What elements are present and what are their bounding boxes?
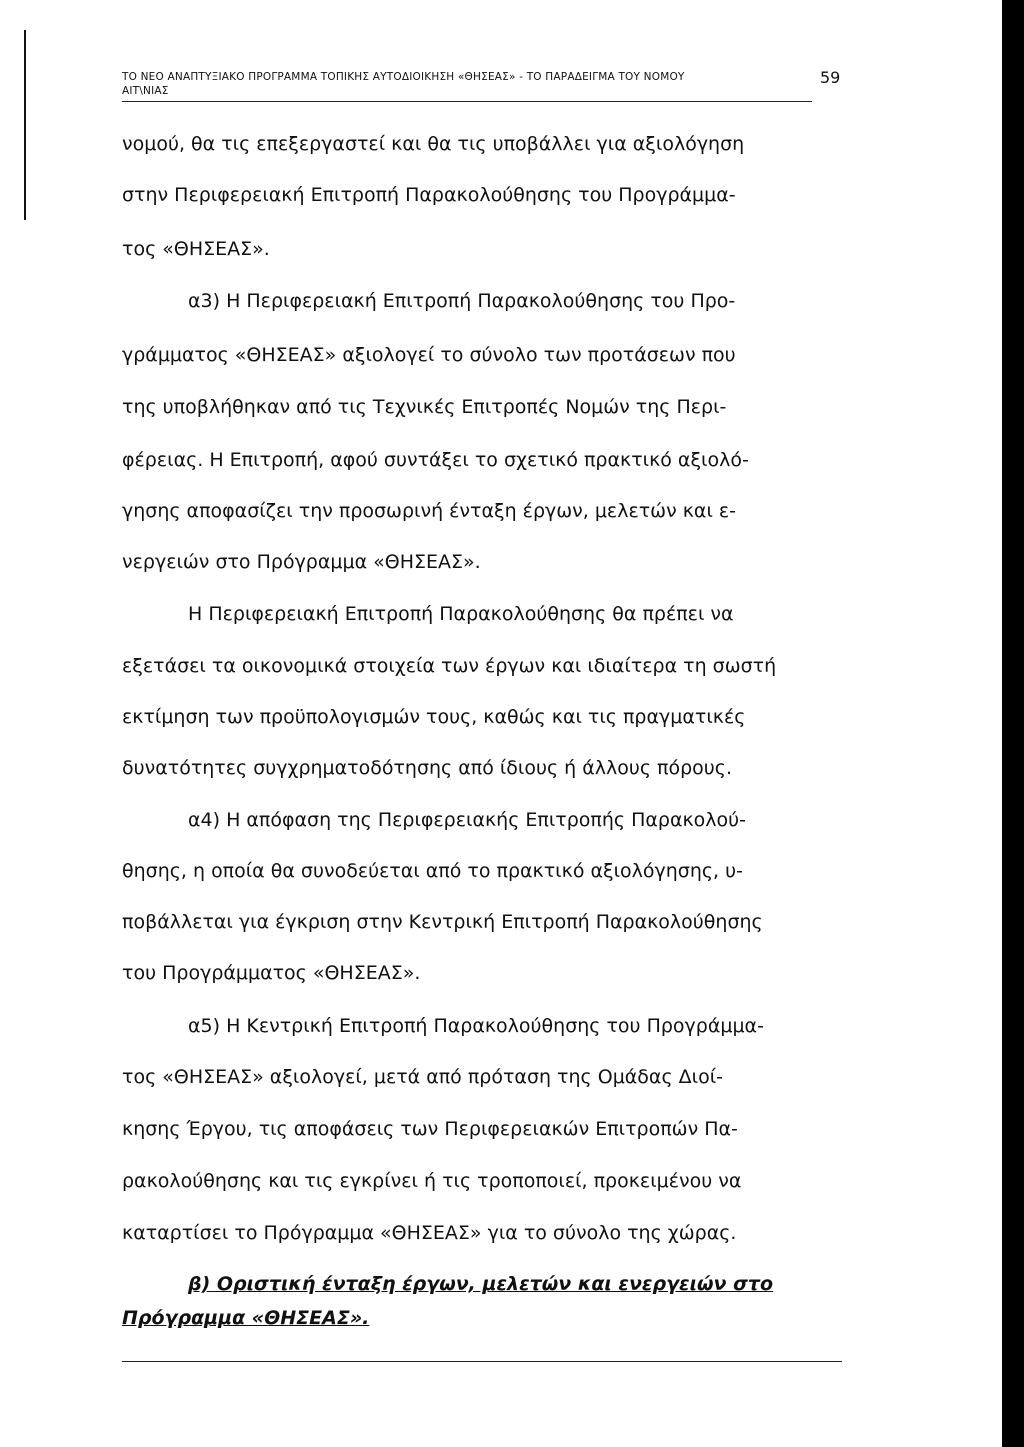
scan-edge: [1002, 0, 1024, 1447]
section-heading-b-cont: Πρόγραμμα «ΘΗΣΕΑΣ».: [122, 1307, 370, 1329]
body-line: τος «ΘΗΣΕΑΣ» αξιολογεί, μετά από πρόταση της Ομάδας Διοί-: [122, 1066, 723, 1088]
body-line: δυνατότητες συγχρηματοδότησης από ίδιους ή άλλους πόρους.: [122, 757, 732, 779]
body-line: ποβάλλεται για έγκριση στην Κεντρική Επιτροπή Παρακολούθησης: [122, 911, 763, 933]
body-line: νομού, θα τις επεξεργαστεί και θα τις υποβάλλει για αξιολόγηση: [122, 133, 745, 155]
section-heading-b: β) Οριστική ένταξη έργων, μελετών και ενεργειών στο: [188, 1273, 774, 1295]
page-number: 59: [820, 68, 841, 87]
paragraph-start: Η Περιφερειακή Επιτροπή Παρακολούθησης θα πρέπει να: [188, 603, 734, 625]
body-line: εκτίμηση των προϋπολογισμών τους, καθώς και τις πραγματικές: [122, 706, 746, 728]
body-line: του Προγράμματος «ΘΗΣΕΑΣ».: [122, 962, 421, 984]
paragraph-a4-start: α4) Η απόφαση της Περιφερειακής Επιτροπής Παρακολού-: [188, 809, 747, 831]
body-line: νεργειών στο Πρόγραμμα «ΘΗΣΕΑΣ».: [122, 551, 481, 573]
body-line: φέρειας. Η Επιτροπή, αφού συντάξει το σχετικό πρακτικό αξιολό-: [122, 449, 749, 471]
paragraph-a3-start: α3) Η Περιφερειακή Επιτροπή Παρακολούθησης του Προ-: [188, 290, 736, 312]
header-divider: [122, 101, 812, 102]
body-line: τος «ΘΗΣΕΑΣ».: [122, 238, 270, 260]
header-title-line2: ΑΙΤ\ΝΙΑΣ: [122, 85, 169, 97]
body-line: της υποβλήθηκαν από τις Τεχνικές Επιτροπές Νομών της Περι-: [122, 396, 727, 418]
paragraph-a5-start: α5) Η Κεντρική Επιτροπή Παρακολούθησης του Προγράμμα-: [188, 1015, 764, 1037]
body-line: γησης αποφασίζει την προσωρινή ένταξη έργων, μελετών και ε-: [122, 500, 737, 522]
body-line: στην Περιφερειακή Επιτροπή Παρακολούθησης του Προγράμμα-: [122, 184, 736, 206]
body-line: γράμματος «ΘΗΣΕΑΣ» αξιολογεί το σύνολο των προτάσεων που: [122, 344, 736, 366]
footer-divider: [122, 1361, 842, 1362]
body-line: κησης Έργου, τις αποφάσεις των Περιφερειακών Επιτροπών Πα-: [122, 1118, 738, 1140]
margin-rule: [24, 30, 26, 220]
running-header: [122, 70, 842, 98]
body-line: θησης, η οποία θα συνοδεύεται από το πρακτικό αξιολόγησης, υ-: [122, 860, 743, 882]
body-line: καταρτίσει το Πρόγραμμα «ΘΗΣΕΑΣ» για το σύνολο της χώρας.: [122, 1222, 737, 1244]
body-line: εξετάσει τα οικονομικά στοιχεία των έργων και ιδιαίτερα τη σωστή: [122, 655, 777, 677]
header-title-line1: ΤΟ ΝΕΟ ΑΝΑΠΤΥΞΙΑΚΟ ΠΡΟΓΡΑΜΜΑ ΤΟΠΙΚΗΣ ΑΥΤΟΔΙΟΙΚΗΣΗ «ΘΗΣΕΑΣ» - ΤΟ ΠΑΡΑΔΕΙΓΜΑ ΤΟΥ ΝΟΜΟΥ: [122, 71, 685, 83]
body-line: ρακολούθησης και τις εγκρίνει ή τις τροποποιεί, προκειμένου να: [122, 1170, 742, 1192]
